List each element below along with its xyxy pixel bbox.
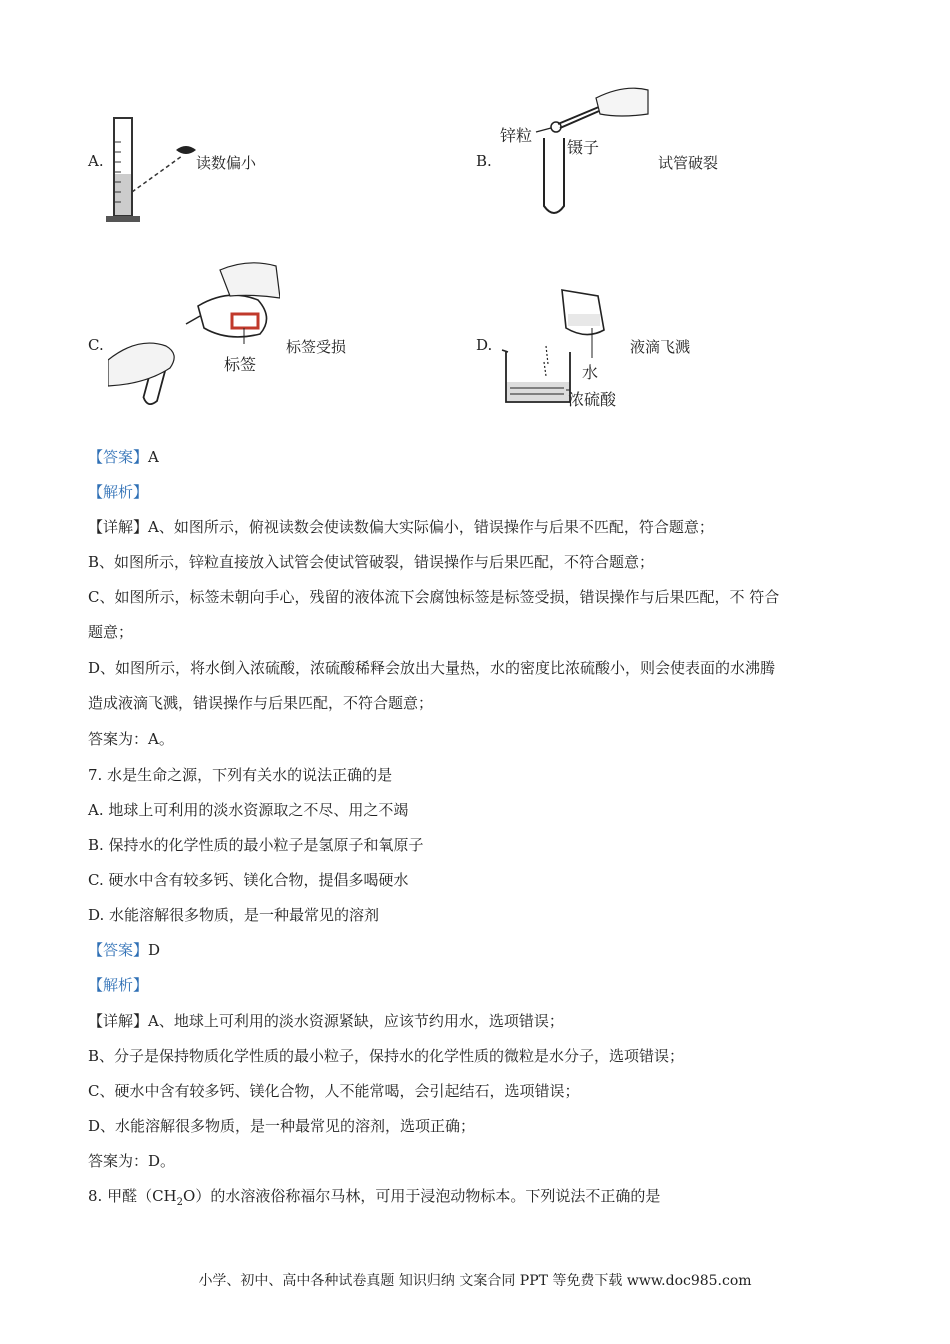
q6-detail-b: B、如图所示，锌粒直接放入试管会使试管破裂，错误操作与后果匹配，不符合题意； [88, 553, 655, 571]
q7-option-d: D. 水能溶解很多物质，是一种最常见的溶剂 [88, 906, 380, 924]
q7-detail-c: C、硬水中含有较多钙、镁化合物，人不能常喝，会引起结石，选项错误； [88, 1082, 580, 1100]
q6-answer: A [148, 448, 159, 466]
q7-answer: D [148, 941, 161, 959]
q6-detail-text: A、如图所示，俯视读数会使读数偏大实际偏小，错误操作与后果不匹配，符合题意； [148, 518, 714, 536]
q7-detail-line [88, 1010, 564, 1031]
q6-final-answer: 答案为：A。 [88, 730, 174, 748]
option-b-letter: B. [476, 152, 492, 170]
q8-stem: 8. 甲醛$(CH_2O)$的水溶液俗称福尔马林，可用于浸泡动物标本。下列说法不正确的是 [88, 1187, 661, 1208]
water-label: 水 [582, 363, 599, 382]
q6-answer-line [88, 446, 159, 467]
zinc-label: 锌粒 [500, 126, 533, 145]
graduated-cylinder-figure [104, 112, 204, 224]
q7-detail-a: A、地球上可利用的淡水资源紧缺，应该节约用水，选项错误； [148, 1012, 564, 1030]
q7-final-answer: 答案为：D。 [88, 1152, 176, 1170]
option-d-caption: 液滴飞溅 [630, 338, 691, 356]
answer-tag: 【答案】 [88, 448, 149, 466]
q7-option-c: C. 硬水中含有较多钙、镁化合物，提倡多喝硬水 [88, 871, 409, 889]
acid-label: 浓硫酸 [568, 390, 617, 409]
q7-option-a: A. 地球上可利用的淡水资源取之不尽、用之不竭 [88, 801, 409, 819]
pouring-liquid-figure [108, 258, 280, 410]
answer-tag: 【答案】 [88, 941, 149, 959]
q6-detail-c-cont: 题意； [88, 623, 134, 641]
q7-stem: 7. 水是生命之源，下列有关水的说法正确的是 [88, 766, 393, 784]
q7-detail-b: B、分子是保持物质化学性质的最小粒子，保持水的化学性质的微粒是水分子，选项错误； [88, 1047, 685, 1065]
option-c-caption: 标签受损 [286, 338, 347, 356]
q6-detail-c: C、如图所示，标签未朝向手心，残留的液体流下会腐蚀标签是标签受损，错误操作与后果匹配，不 符合 [88, 588, 780, 606]
q7-detail-d: D、水能溶解很多物质，是一种最常见的溶剂，选项正确； [88, 1117, 476, 1135]
detail-tag: 【详解】 [88, 1012, 149, 1030]
q6-detail-line [88, 516, 714, 537]
page-footer[interactable]: 小学、初中、高中各种试卷真题 知识归纳 文案合同 PPT 等免费下载 www.doc985.com [198, 1273, 752, 1289]
option-d-letter: D. [476, 336, 493, 354]
q7-analysis-tag: 【解析】 [88, 976, 149, 994]
q7-answer-line [88, 939, 160, 960]
option-a-caption: 读数偏小 [196, 154, 257, 172]
q7-option-b: B. 保持水的化学性质的最小粒子是氢原子和氧原子 [88, 836, 424, 854]
option-c-letter: C. [88, 336, 104, 354]
q6-detail-d: D、如图所示，将水倒入浓硫酸，浓硫酸稀释会放出大量热，水的密度比浓硫酸小，则会使表面的水沸腾 [88, 659, 776, 677]
option-a-letter: A. [88, 152, 104, 170]
q6-detail-d-cont: 造成液滴飞溅，错误操作与后果匹配，不符合题意； [88, 694, 434, 712]
q6-analysis-tag: 【解析】 [88, 483, 149, 501]
option-b-caption: 试管破裂 [658, 154, 719, 172]
label-tag-text: 标签 [224, 355, 257, 374]
detail-tag: 【详解】 [88, 518, 149, 536]
tweezers-label: 镊子 [567, 138, 600, 157]
